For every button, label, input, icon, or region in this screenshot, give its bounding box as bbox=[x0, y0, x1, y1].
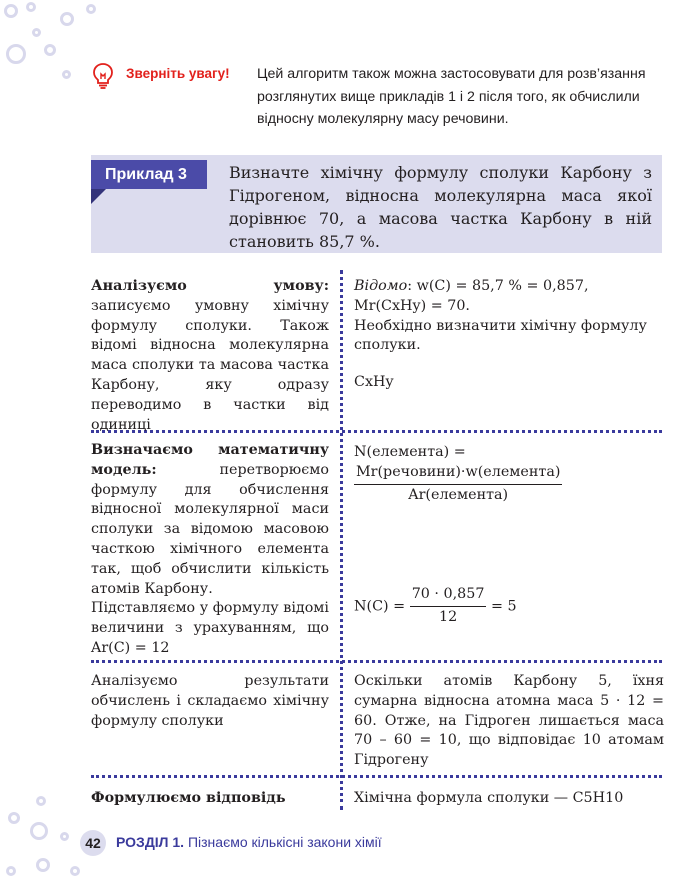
formula-numerator: Mr(речовини)·w(елемента) bbox=[354, 463, 562, 485]
calc-lhs: N(C) = bbox=[354, 598, 406, 615]
calc-result: = 5 bbox=[491, 598, 517, 615]
step-title: Формулюємо відповідь bbox=[91, 790, 286, 806]
given-mass-fraction: : w(C) = 85,7 % = 0,857, bbox=[407, 278, 589, 294]
step-answer bbox=[91, 789, 329, 809]
section-title: Пізнаємо кількісні закони хімії bbox=[187, 834, 382, 850]
calculation bbox=[354, 585, 664, 628]
formula-fraction bbox=[354, 463, 562, 506]
step-analyze-condition bbox=[91, 277, 329, 435]
step-analyze-results: Аналізуємо результати обчислень і складаємо хімічну формулу сполуки bbox=[91, 673, 329, 729]
task-statement: Необхідно визначити хімічну формулу сполуки. bbox=[354, 317, 647, 354]
step-title: Аналізуємо умову: bbox=[91, 278, 329, 294]
given-data bbox=[354, 277, 664, 393]
final-answer: Хімічна формула сполуки — C5H10 bbox=[354, 790, 624, 806]
calc-numerator: 70 · 0,857 bbox=[410, 585, 487, 607]
table-vertical-divider bbox=[340, 270, 343, 810]
step-substitution: Підставляємо у формулу відомі величини з урахуванням, що Ar(C) = 12 bbox=[91, 600, 329, 656]
attention-text: Цей алгоритм також можна застосовувати для розв’язання розглянутих вище прикладів 1 і 2 після того, як обчислили відносну молекулярну масу речовини. bbox=[257, 66, 646, 127]
example-problem-text: Визначте хімічну формулу сполуки Карбону з Гідрогеном, відносна молекулярна маса якої дорівнює 70, а масова частка Карбону в ній становить 85,7 %. bbox=[229, 163, 652, 251]
running-footer bbox=[116, 834, 382, 850]
conditional-formula: CxHy bbox=[354, 374, 394, 391]
calc-denominator: 12 bbox=[438, 608, 458, 625]
section-label: РОЗДІЛ 1. bbox=[116, 834, 185, 850]
example-label: Приклад 3 bbox=[91, 160, 207, 189]
formula-denominator: Ar(елемента) bbox=[408, 486, 509, 503]
example-label-fold bbox=[91, 189, 106, 204]
step-title: Визначаємо математичну модель: bbox=[91, 442, 329, 478]
table-row-divider bbox=[91, 660, 662, 663]
given-molecular-mass: Mr(CxHy) = 70. bbox=[354, 297, 470, 314]
formula-lhs: N(елемента) = bbox=[354, 444, 466, 460]
step-description: перетворюємо формулу для обчислення відносної молекулярної маси сполуки за відомою масовою часткою хімічного елемента так, щоб обчислити кількість атомів Карбону. bbox=[91, 461, 329, 597]
calc-fraction bbox=[410, 585, 487, 628]
results-explanation: Оскільки атомів Карбону 5, їхня сумарна відносна атомна маса 5 · 12 = 60. Отже, на Гідроген лишається маса 70 – 60 = 10, що відповідає 10 атомам Гідрогену bbox=[354, 673, 664, 769]
step-math-model bbox=[91, 441, 329, 659]
general-formula bbox=[354, 443, 664, 505]
table-row-divider bbox=[91, 775, 662, 778]
step-description: записуємо умовну хімічну формулу сполуки. Також відомі відносна молекулярна маса сполуки та масова частка Карбону, яку одразу переводимо в частки від одиниці bbox=[91, 297, 329, 433]
lightbulb-icon bbox=[91, 62, 115, 90]
page-number: 42 bbox=[80, 830, 106, 856]
given-label: Відомо bbox=[354, 278, 408, 294]
attention-heading: Зверніть увагу! bbox=[126, 66, 230, 81]
